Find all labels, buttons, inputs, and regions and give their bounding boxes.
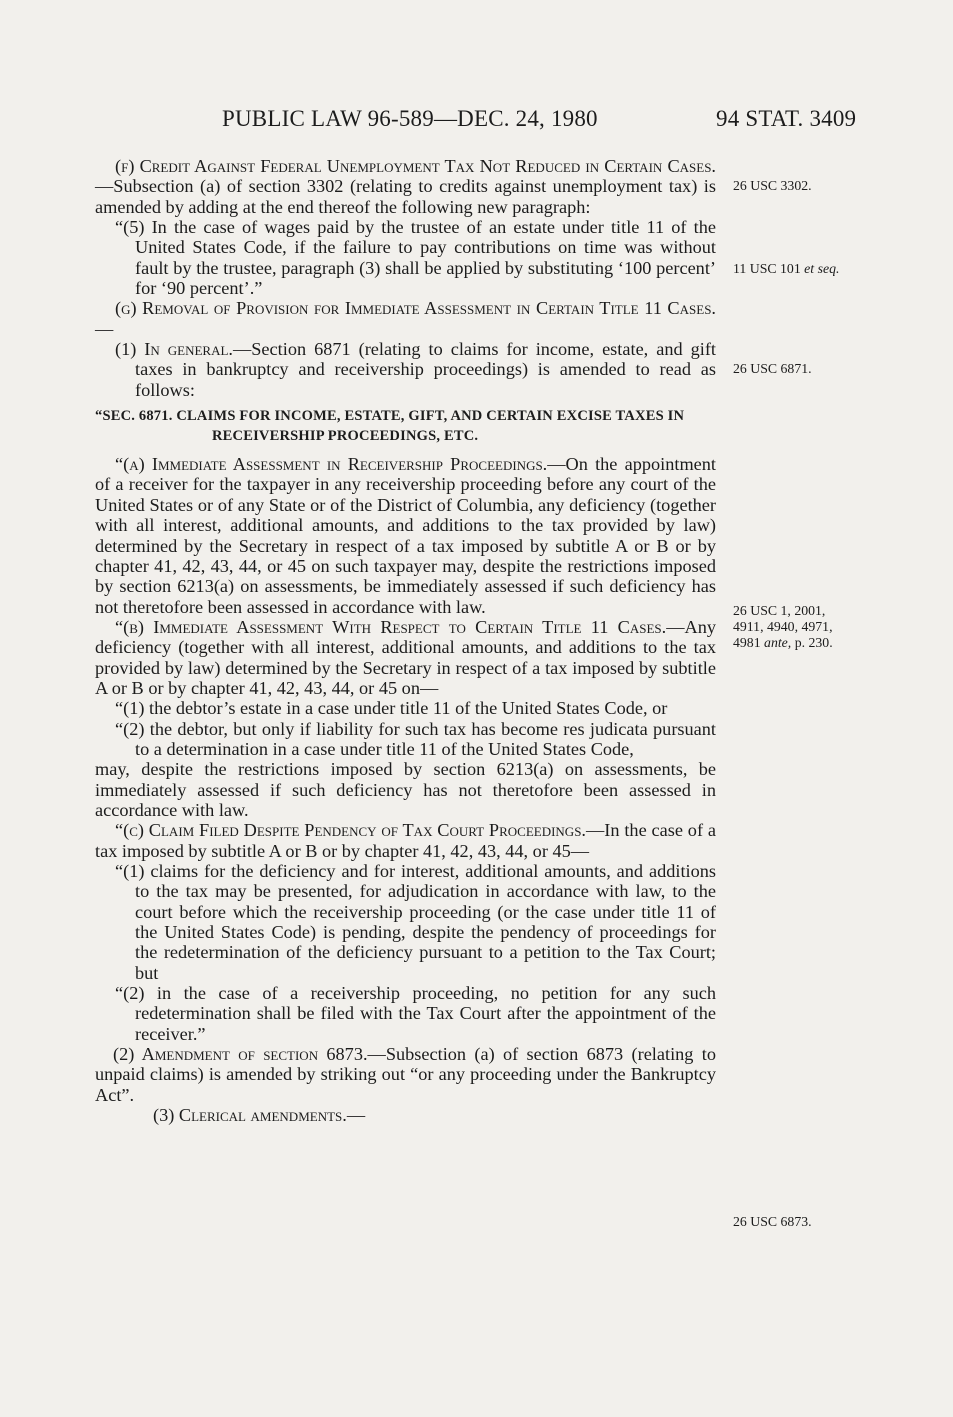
section-6871-heading (95, 406, 716, 446)
subsection-a (95, 454, 716, 617)
paragraph-g1-text: —Section 6871 (relating to claims for income, estate, and gift taxes in bankruptcy and receivership proceedings) is amended to read as follows: (135, 339, 716, 400)
subsection-f-heading: (f) Credit Against Federal Unemployment Tax Not Reduced in Certain Cases. (115, 156, 716, 176)
paragraph-b1: “(1) the debtor’s estate in a case under title 11 of the United States Code, or (115, 698, 668, 719)
subsection-g-dash: — (95, 318, 114, 339)
paragraph-b2: “(2) the debtor, but only if liability for such tax has become res judicata pursuant to a determination in a case under title 11 of the United States Code, (115, 718, 716, 759)
margin-note-26usc-list (733, 603, 845, 651)
paragraph-f5: “(5) In the case of wages paid by the trustee of an estate under title 11 of the United States Code, if the failure to pay contributions on time was without fault by the trustee, paragraph (3) shall be applied by substituting ‘100 percent’ for ‘90 percent’.” (115, 217, 716, 299)
subsection-b-text: —Any deficiency (together with all interest, additional amounts, and additions to the tax provided by law) determined by the Secretary in respect of a tax imposed by subtitle A or B or by chapter 41, 42, 43, 44, or 45 on— (95, 616, 716, 698)
subsection-c-heading: “(c) Claim Filed Despite Pendency of Tax Court Proceedings. (115, 820, 586, 841)
margin-note-11usc (733, 261, 853, 277)
subsection-f (95, 156, 716, 217)
margin-note-list-cites: 26 USC 1, 2001, 4911, 4940, 4971, 4981 (733, 603, 833, 650)
subsection-g-heading: (g) Removal of Provision for Immediate Assessment in Certain Title 11 Cases. (115, 298, 716, 319)
subsection-b-tail: may, despite the restrictions imposed by section 6213(a) on assessments, be immediately assessed if such deficiency has not theretofore been assessed in accordance with law. (95, 759, 716, 820)
margin-note-list-page: p. 230. (794, 635, 833, 650)
paragraph-g2 (55, 1044, 716, 1105)
margin-note-list-ante: ante, (764, 635, 792, 650)
page-header-title: PUBLIC LAW 96-589—DEC. 24, 1980 (222, 106, 598, 131)
subsection-f-text: —Subsection (a) of section 3302 (relating to credits against unemployment tax) is amended by adding at the end thereof the following new paragraph: (95, 176, 716, 217)
section-label: “SEC. 6871. (95, 408, 173, 425)
document-body (95, 156, 716, 1125)
paragraph-g2-label: (2) Amendment of section 6873. (113, 1044, 368, 1065)
subsection-c (95, 820, 716, 861)
margin-note-3302: 26 USC 3302. (733, 178, 812, 193)
subsection-a-text: —On the appointment of a receiver for the taxpayer in any receivership proceeding before any court of the United States or of any State or of the District of Columbia, any deficiency (together with all interest, additional amounts, and additions to the tax provided by law) determined by the Secretary in respect of a tax imposed by subtitle A or B or by chapter 41, 42, 43, 44, or 45 on such taxpayer may, despite the restrictions imposed by section 6213(a) on assessments, be immediately assessed if such deficiency has not theretofore been assessed in accordance with law. (95, 454, 716, 617)
paragraph-g2-text: —Subsection (a) of section 6873 (relating to unpaid claims) is amended by striking out “or any proceeding under the Bankruptcy Act”. (95, 1044, 716, 1105)
paragraph-g3 (95, 1105, 716, 1125)
subsection-b-heading: “(b) Immediate Assessment With Respect to Certain Title 11 Cases. (115, 616, 667, 637)
paragraph-g3-dash: — (346, 1105, 366, 1126)
subsection-g (95, 298, 716, 339)
subsection-c-text: —In the case of a tax imposed by subtitle A or B or by chapter 41, 42, 43, 44, or 45— (95, 820, 716, 861)
paragraph-g1-label: (1) In general. (115, 339, 233, 360)
page-header-stat: 94 STAT. 3409 (716, 106, 857, 131)
margin-note-11usc-cite: 11 USC 101 (733, 261, 801, 276)
paragraph-g3-label: (3) Clerical amendments. (153, 1105, 347, 1126)
section-title: CLAIMS FOR INCOME, ESTATE, GIFT, AND CERTAIN EXCISE TAXES IN RECEIVERSHIP PROCEEDINGS, ETC. (176, 408, 685, 445)
margin-note-6873: 26 USC 6873. (733, 1214, 812, 1229)
subsection-a-heading: “(a) Immediate Assessment in Receivership Proceedings. (115, 454, 548, 475)
paragraph-c2: “(2) in the case of a receivership proceeding, no petition for any such redetermination shall be filed with the Tax Court after the appointment of the receiver.” (115, 983, 716, 1044)
subsection-b (95, 617, 716, 698)
margin-note-6871: 26 USC 6871. (733, 361, 812, 376)
paragraph-g1 (95, 339, 716, 400)
paragraph-c1: “(1) claims for the deficiency and for interest, additional amounts, and additions to the tax may be presented, for adjudication in accordance with law, to the court before which the receivership proceeding (or the case under title 11 of the United States Code) is pending, despite the pendency of proceedings for the redetermination of the deficiency pursuant to a petition to the Tax Court; but (115, 861, 716, 983)
margin-note-11usc-etseq: et seq. (804, 261, 840, 276)
